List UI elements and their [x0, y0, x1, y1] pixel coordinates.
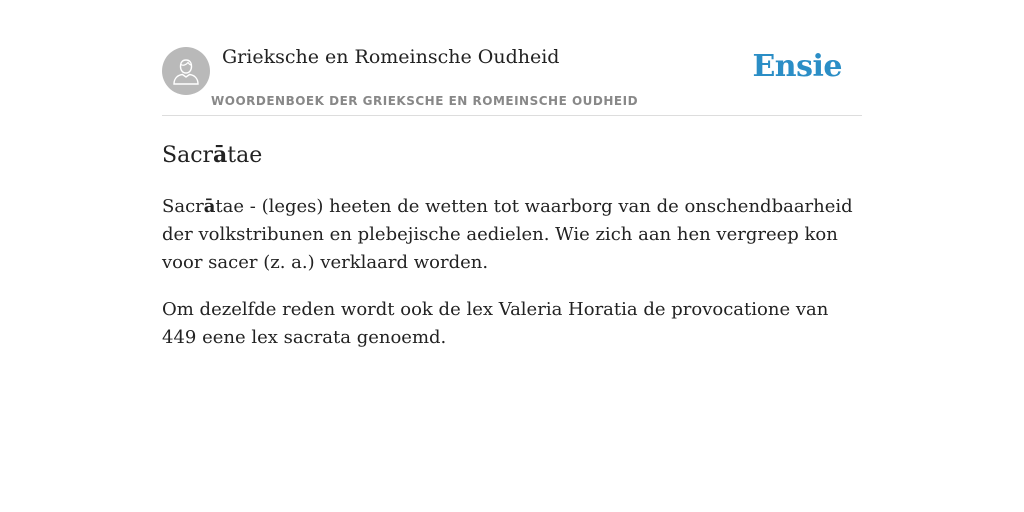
paragraph-1-accent: ā: [203, 196, 216, 217]
source-title-link[interactable]: Grieksche en Romeinsche Oudheid: [222, 46, 560, 68]
entry-title-end: tae: [227, 143, 263, 168]
entry-title-accent: ā: [213, 142, 228, 168]
ensie-logo-link[interactable]: Ensie: [752, 49, 842, 84]
entry-paragraph-1: [162, 193, 862, 277]
entry-card: [162, 40, 862, 352]
paragraph-1-rest: tae - (leges) heeten de wetten tot waarborg van de onschendbaarheid der volkstribunen en plebejische aedielen. Wie zich aan hen vergreep kon voor sacer (z. a.) verklaard worden.: [162, 196, 853, 273]
entry-title-start: Sacr: [162, 143, 214, 168]
entry-header: [162, 40, 862, 116]
avatar[interactable]: [162, 47, 210, 95]
source-subtitle: WOORDENBOEK DER GRIEKSCHE EN ROMEINSCHE OUDHEID: [211, 94, 639, 108]
entry-title: [162, 140, 862, 171]
entry-body: [162, 193, 862, 352]
entry-paragraph-2: Om dezelfde reden wordt ook de lex Valeria Horatia de provocatione van 449 eene lex sacrata genoemd.: [162, 299, 829, 348]
paragraph-1-start: Sacr: [162, 196, 204, 217]
user-icon: [171, 56, 201, 86]
